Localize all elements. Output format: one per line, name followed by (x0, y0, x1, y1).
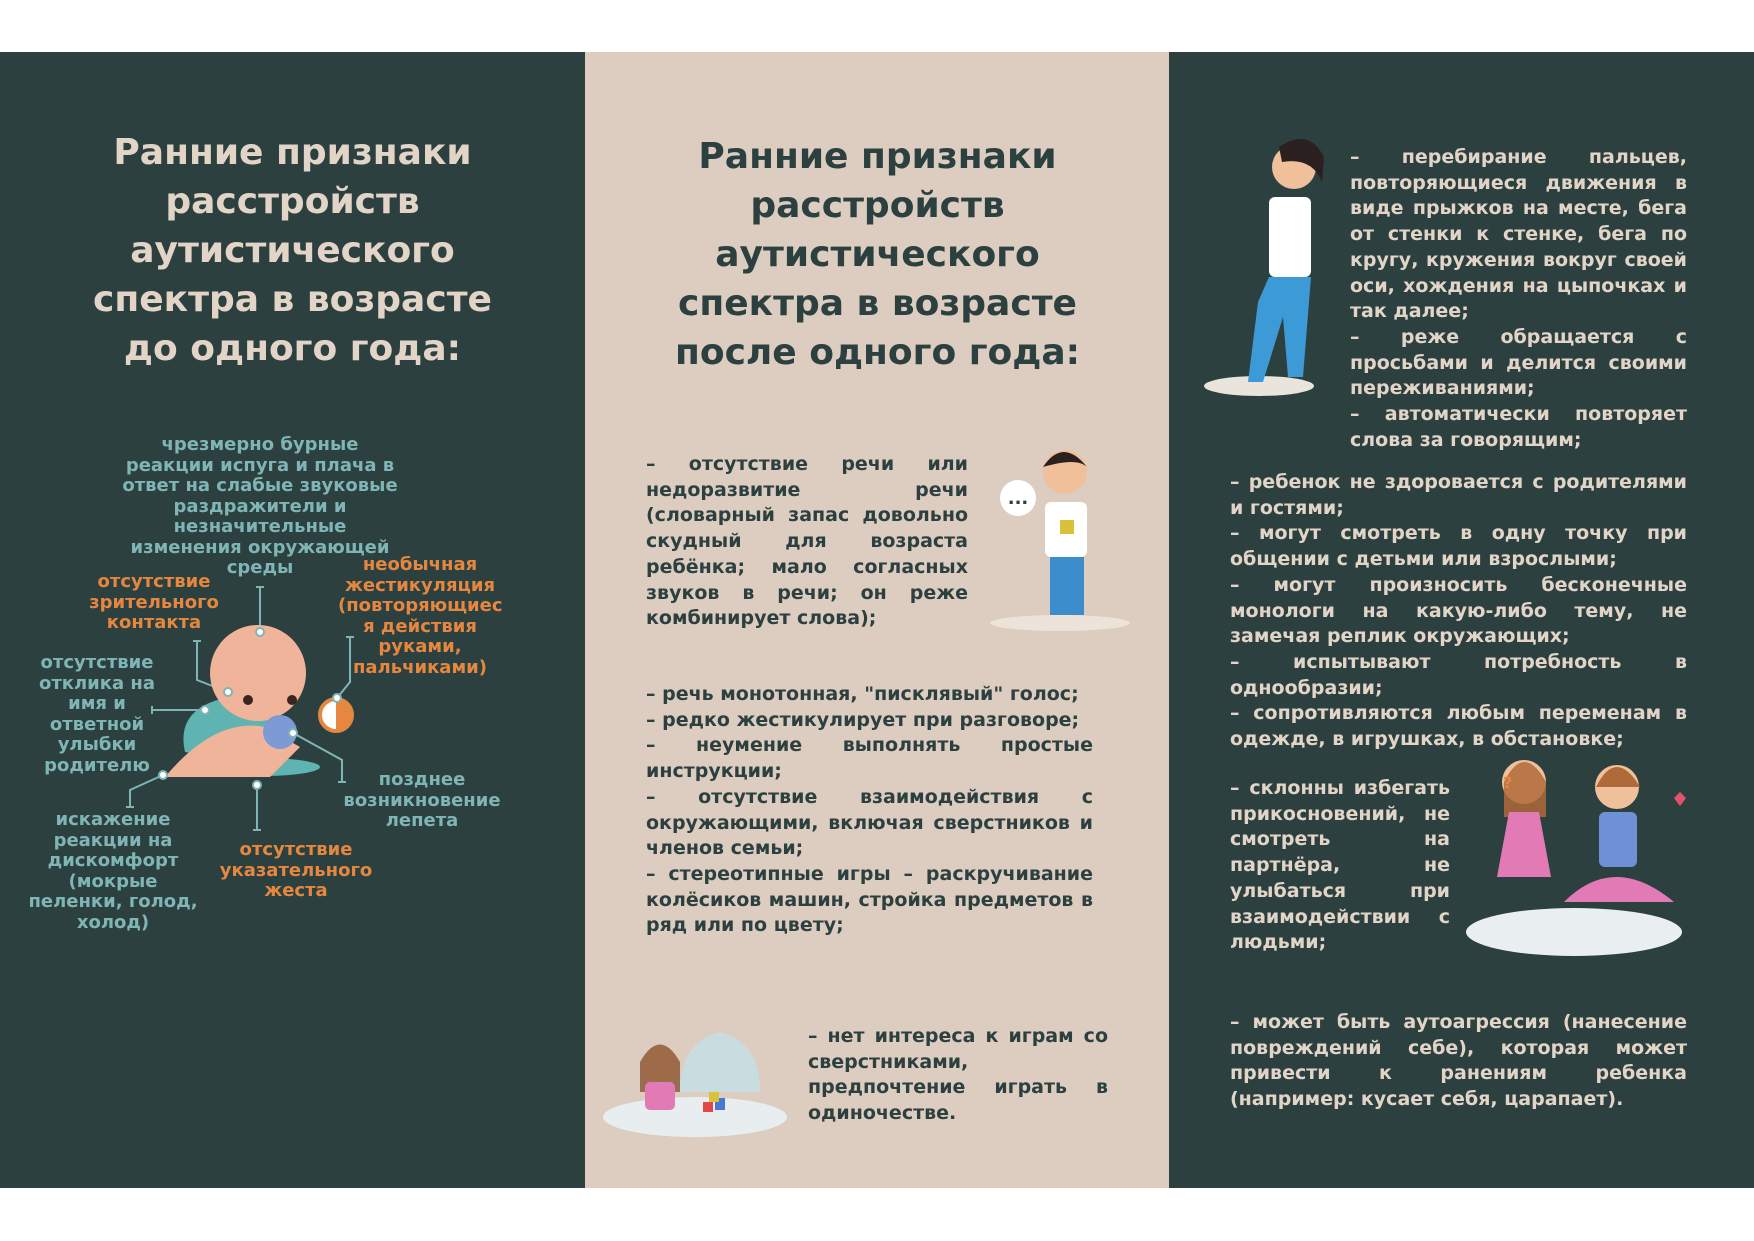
title-line: Ранние признаки (113, 132, 472, 173)
speech-bubble: ... (1007, 488, 1029, 509)
aggression-item: – может быть аутоагрессия (нанесение повреждений себе), которая может привести к ранениям ребенка (например: кусает себя, царапает). (1230, 1011, 1687, 1111)
list-item: – неумение выполнять простые инструкции; (646, 734, 1093, 783)
list-item: – редко жестикулирует при разговоре; (646, 708, 1080, 731)
label-startle: чрезмерно бурные реакции испуга и плача в ответ на слабые звуковые раздражители и незначительные изменения окружающей среды (122, 434, 398, 578)
label-eye-contact: отсутствие зрительного контакта (89, 571, 219, 633)
title-line: спектра в возрасте (678, 283, 1077, 324)
list-item: – реже обращается с просьбами и делится своими переживаниями; (1350, 325, 1687, 400)
title-line: расстройств (750, 185, 1005, 226)
list-item: – перебирание пальцев, повторяющиеся движения в виде прыжков на месте, бега от стенки к стенке, бега по кругу, кружения вокруг своей оси, хождения на цыпочках и так далее; (1350, 146, 1687, 323)
label-babbling: позднее возникновение лепета (343, 769, 501, 831)
list-item: – отсутствие взаимодействия с окружающими, включая сверстников и членов семьи; (646, 785, 1093, 860)
label-pointing: отсутствие указательного жеста (219, 839, 373, 901)
middle-panel (585, 52, 1170, 1188)
middle-list (646, 682, 1093, 939)
right-middle-list (1230, 470, 1687, 753)
title-line: до одного года: (123, 328, 462, 369)
touch-item: – склонны избегать прикосновений, не смотреть на партнёра, не улыбаться при взаимодействии с людьми; (1230, 777, 1450, 954)
title-line: после одного года: (674, 332, 1081, 373)
title-line: спектра в возрасте (93, 279, 492, 320)
list-item: – автоматически повторяет слова за говорящим; (1350, 403, 1687, 451)
title-line: Ранние признаки (698, 136, 1057, 177)
speech-item: – отсутствие речи или недоразвитие речи (словарный запас довольно скудный для возраста ребёнка; мало согласных звуков в речи; он реже комбинирует слова); (646, 453, 968, 630)
list-item: – могут произносить бесконечные монологи на какую-либо тему, не замечая реплик окружающих; (1230, 573, 1687, 648)
question-mark-icon: ? (1503, 773, 1513, 792)
title-line: аутистического (715, 234, 1040, 275)
play-item: – нет интереса к играм со сверстниками, предпочтение играть в одиночестве. (808, 1025, 1108, 1125)
label-discomfort: искажение реакции на дискомфорт (мокрые пеленки, голод, холод) (28, 809, 198, 933)
list-item: – речь монотонная, "писклявый" голос; (646, 683, 1079, 705)
list-item: – стереотипные игры – раскручивание колёсиков машин, стройка предметов в ряд или по цвету; (646, 862, 1093, 937)
list-item: – испытывают потребность в однообразии; (1230, 650, 1687, 699)
list-item: – могут смотреть в одну точку при общении с детьми или взрослыми; (1230, 522, 1687, 571)
right-top-list (1350, 145, 1687, 453)
list-item: – сопротивляются любым переменам в одежде, в игрушках, в обстановке; (1230, 702, 1687, 751)
left-panel (0, 52, 585, 1188)
label-gesture: необычная жестикуляция (повторяющиес я действия руками, пальчиками) (338, 554, 503, 678)
list-item: – ребенок не здоровается с родителями и гостями; (1230, 471, 1687, 519)
heart-icon (1674, 792, 1686, 806)
right-panel (1169, 52, 1754, 1188)
label-response: отсутствие отклика на имя и ответной улыбки родителю (38, 652, 156, 776)
title-line: расстройств (165, 181, 420, 222)
title-line: аутистического (130, 230, 455, 271)
